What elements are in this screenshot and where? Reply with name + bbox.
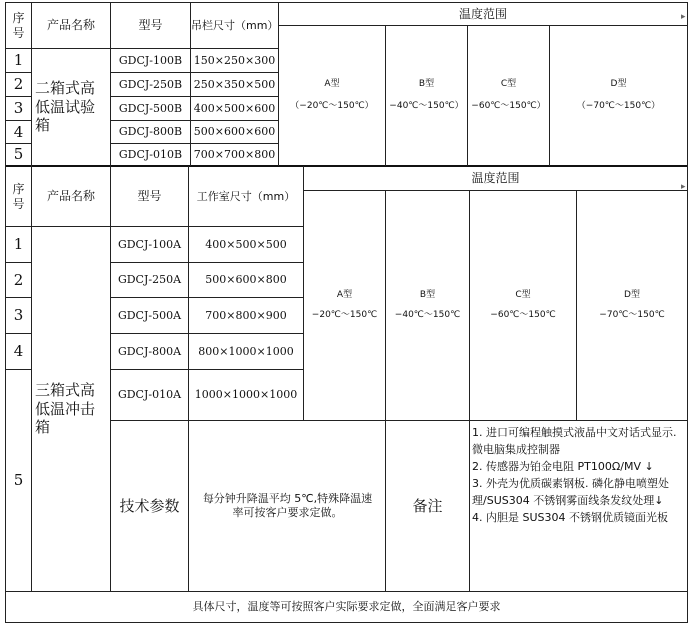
- model-cell: GDCJ-500A: [117, 308, 182, 322]
- model-cell: GDCJ-250A: [117, 273, 182, 287]
- header-seq: 序号: [12, 10, 25, 40]
- size-cell: 250×350×500: [193, 77, 276, 91]
- size-cell: 1000×1000×1000: [194, 388, 298, 402]
- seq-number: 4: [13, 122, 24, 141]
- temp-type-a: [279, 26, 385, 165]
- temp-type-a: [304, 191, 385, 420]
- seq-number: 2: [13, 75, 24, 94]
- note-item: 3. 外壳为优质碳素钢板. 磷化静电喷塑处理/SUS304 不锈钢雾面线条发纹处理↓: [472, 477, 669, 508]
- model-cell: GDCJ-800A: [117, 344, 182, 358]
- header-product-name: 产品名称: [46, 18, 95, 32]
- header-size: 吊栏尺寸（mm）: [191, 18, 279, 32]
- notes-label: 备注: [412, 496, 443, 515]
- size-cell: 800×1000×1000: [198, 344, 294, 358]
- margin-mark: ▸: [681, 12, 686, 22]
- temp-type-b: [386, 26, 467, 165]
- seq-number: 1: [13, 235, 24, 254]
- temp-type-range: −40℃～150℃）: [389, 100, 464, 111]
- temp-type-d: [577, 191, 687, 420]
- seq-number: 3: [13, 306, 24, 325]
- border-line: [31, 166, 32, 591]
- size-cell: 700×700×800: [193, 147, 276, 161]
- model-cell: GDCJ-010B: [118, 147, 183, 161]
- note-item: 4. 内胆是 SUS304 不锈钢优质镜面光板: [472, 511, 668, 525]
- header-model: 型号: [138, 18, 163, 32]
- border-line: [687, 166, 688, 623]
- seq-number: 2: [13, 270, 24, 289]
- product-name-two-box: 二箱式高低温试验箱: [35, 78, 96, 135]
- header-size: 工作室尺寸（mm）: [196, 189, 296, 203]
- size-cell: 400×500×500: [205, 237, 287, 251]
- header-temp-range: 温度范围: [458, 6, 507, 21]
- model-cell: GDCJ-500B: [118, 101, 183, 115]
- seq-number: 5: [13, 471, 24, 490]
- temp-type-d: [550, 26, 687, 165]
- temp-type-range: −70℃～150℃: [599, 309, 665, 320]
- seq-number: 1: [13, 51, 24, 70]
- temp-type-label: D型: [624, 290, 640, 301]
- temp-type-label: B型: [419, 290, 436, 301]
- temp-type-label: C型: [515, 290, 531, 301]
- seq-number: 5: [13, 145, 24, 164]
- margin-mark: ▸: [681, 182, 686, 192]
- temp-type-range: −40℃～150℃: [394, 309, 461, 320]
- temp-type-b: [386, 191, 469, 420]
- header-temp-range: 温度范围: [471, 171, 520, 185]
- temp-type-label: A型: [324, 79, 340, 90]
- temp-type-range: −60℃～150℃）: [471, 100, 546, 111]
- border-line: [5, 622, 687, 623]
- size-cell: 400×500×600: [193, 101, 276, 115]
- temp-type-label: B型: [418, 79, 435, 90]
- note-item: 2. 传感器为铂金电阻 PT100Ω/MV ↓: [472, 460, 654, 474]
- size-cell: 150×250×300: [193, 53, 276, 67]
- temp-type-c: [470, 191, 576, 420]
- tech-params-value: 每分钟升降温平均 5℃,特殊降温速率可按客户要求定做。: [202, 492, 373, 519]
- size-cell: 500×600×800: [205, 273, 287, 287]
- model-cell: GDCJ-100A: [117, 237, 182, 251]
- border-line: [687, 2, 688, 166]
- size-cell: 500×600×600: [193, 125, 276, 139]
- seq-number: 3: [13, 99, 24, 118]
- seq-number: 4: [13, 342, 24, 361]
- model-cell: GDCJ-250B: [118, 77, 183, 91]
- model-cell: GDCJ-800B: [118, 125, 183, 139]
- note-item: 1. 进口可编程触摸式液晶中文对话式显示. 微电脑集成控制器: [472, 426, 677, 457]
- temp-type-label: D型: [610, 79, 627, 90]
- size-cell: 700×800×900: [205, 308, 287, 322]
- temp-type-label: A型: [336, 290, 353, 301]
- temp-type-range: （−20℃～150℃）: [290, 100, 374, 111]
- notes-list: [472, 424, 685, 590]
- temp-type-range: −60℃～150℃: [490, 309, 556, 320]
- header-seq: 序号: [12, 181, 25, 211]
- temp-type-label: C型: [500, 79, 517, 90]
- model-cell: GDCJ-100B: [118, 53, 183, 67]
- header-product-name: 产品名称: [46, 189, 95, 203]
- tech-params-label: 技术参数: [119, 496, 180, 515]
- header-model: 型号: [137, 189, 162, 203]
- model-cell: GDCJ-010A: [117, 388, 182, 402]
- footer-note: 具体尺寸，温度等可按照客户实际要求定做，全面满足客户要求: [192, 600, 501, 614]
- temp-type-range: −20℃～150℃: [311, 309, 378, 320]
- product-name-three-box: 三箱式高低温冲击箱: [35, 380, 96, 437]
- temp-type-range: （−70℃～150℃）: [576, 100, 661, 111]
- temp-type-c: [468, 26, 549, 165]
